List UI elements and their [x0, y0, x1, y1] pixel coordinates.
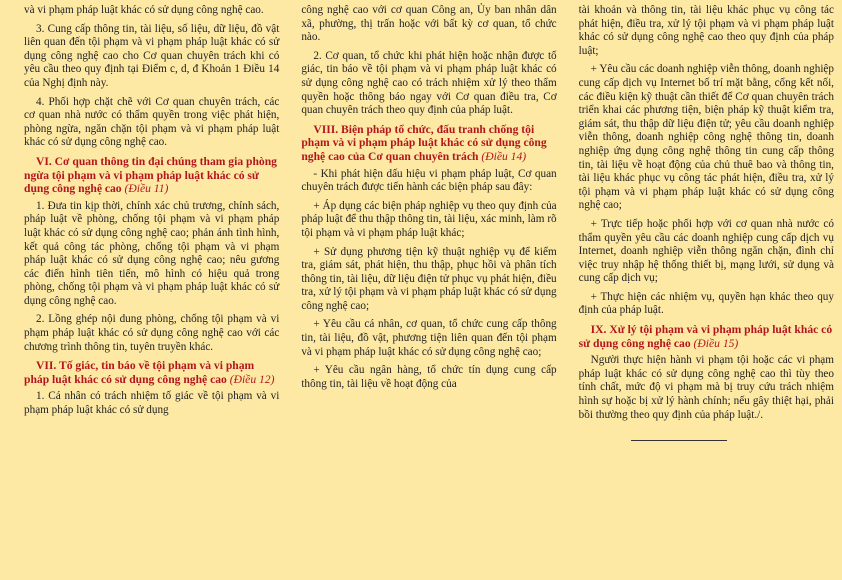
column-1	[24, 4, 279, 580]
paragraph: Người thực hiện hành vi phạm tội hoặc các vi phạm pháp luật khác có sử dụng công nghệ cao thì tùy theo tính chất, mức độ vi phạm mà bị truy cứu trách nhiệm hình sự hoặc bị xử lý hành chính; nếu gây thiệt hại, phải bồi thường theo quy định của pháp luật./.	[578, 354, 834, 421]
paragraph: - Khi phát hiện dấu hiệu vi phạm pháp luật, Cơ quan chuyên trách được tiến hành các biện pháp sau đây:	[301, 167, 557, 194]
column-2	[301, 4, 556, 580]
paragraph: 2. Cơ quan, tổ chức khi phát hiện hoặc nhận được tố giác, tin báo về tội phạm và vi phạm pháp luật khác có sử dụng công nghệ cao có trách nhiệm xử lý theo thẩm quyền hoặc thông báo ngay với Cơ quan điều tra, Cơ quan chuyên trách theo quy định của pháp luật.	[301, 49, 557, 117]
heading-text: IX. Xử lý tội phạm và vi phạm pháp luật khác có sử dụng công nghệ cao	[578, 323, 833, 350]
paragraph: công nghệ cao với cơ quan Công an, Ủy ban nhân dân xã, phường, thị trấn hoặc với bất kỳ cơ quan, tổ chức nào.	[301, 4, 557, 44]
article-reference: (Điều 11)	[124, 182, 169, 196]
section-heading-vi	[24, 155, 279, 196]
article-reference: (Điều 14)	[481, 149, 527, 163]
paragraph: tài khoản và thông tin, tài liệu khác phục vụ công tác phát hiện, điều tra, xử lý tội phạm và vi phạm pháp luật khác có sử dụng công nghệ cao theo quy định của pháp luật;	[578, 4, 834, 57]
column-3	[579, 4, 834, 580]
heading-text: VII. Tố giác, tin báo về tội phạm và vi phạm pháp luật khác có sử dụng công nghệ cao	[24, 359, 255, 386]
paragraph: + Yêu cầu cá nhân, cơ quan, tổ chức cung cấp thông tin, tài liệu, đồ vật, phương tiện liên quan đến tội phạm và vi phạm pháp luật khác có sử dụng công nghệ cao;	[301, 318, 557, 358]
paragraph: + Yêu cầu ngân hàng, tổ chức tín dụng cung cấp thông tin, tài liệu về hoạt động của	[301, 364, 557, 390]
section-heading-vii	[24, 359, 279, 386]
paragraph: + Áp dụng các biện pháp nghiệp vụ theo quy định của pháp luật để thu thập thông tin, tài liệu, xác minh, làm rõ tội phạm và vi phạm pháp luật khác;	[301, 199, 557, 239]
paragraph: và vi phạm pháp luật khác có sử dụng công nghệ cao.	[24, 4, 264, 16]
section-heading-ix	[579, 323, 834, 350]
paragraph: 1. Cá nhân có trách nhiệm tố giác về tội phạm và vi phạm pháp luật khác có sử dụng	[24, 390, 280, 417]
paragraph: + Trực tiếp hoặc phối hợp với cơ quan nhà nước có thẩm quyền yêu cầu các doanh nghiệp cung cấp dịch vụ Internet, doanh nghiệp viễn thông ngăn chặn, đình chỉ việc truy nhập hệ thống thiết bị, mạng lưới, sử dụng và cung cấp dịch vụ;	[578, 217, 834, 285]
paragraph: + Yêu cầu các doanh nghiệp viễn thông, doanh nghiệp cung cấp dịch vụ Internet bố trí mặt bằng, cổng kết nối, các điều kiện kỹ thuật cần thiết để Cơ quan chuyên trách triển khai các phương tiện, biện pháp kỹ thuật kiểm tra, giám sát, thu thập dữ liệu điện tử; yêu cầu doanh nghiệp viễn thông, doanh nghiệp công nghệ thông tin, doanh nghiệp ứng dụng công nghệ thông tin cung cấp thông tin, tài liệu về hoạt động của chủ thuê bao và thông tin, tài liệu khác phục vụ công tác phát hiện, điều tra, xử lý tội phạm và vi phạm pháp luật khác có sử dụng công nghệ cao;	[578, 63, 834, 212]
section-heading-viii	[301, 123, 556, 164]
paragraph: + Thực hiện các nhiệm vụ, quyền hạn khác theo quy định của pháp luật.	[578, 290, 834, 317]
heading-text: VIII. Biện pháp tổ chức, đấu tranh chống tội phạm và vi phạm pháp luật khác có sử dụng công nghệ cao của Cơ quan chuyên trách	[301, 122, 547, 163]
end-divider	[631, 440, 727, 441]
article-reference: (Điều 15)	[693, 336, 739, 350]
paragraph: + Sử dụng phương tiện kỹ thuật nghiệp vụ để kiểm tra, giám sát, phát hiện, thu thập, phục hồi và phân tích thông tin, tài liệu, dữ liệu điện tử phục vụ phát hiện, điều tra, xử lý tội phạm và vi phạm pháp luật khác có sử dụng công nghệ cao;	[301, 245, 557, 312]
paragraph: 3. Cung cấp thông tin, tài liệu, số liệu, dữ liệu, đồ vật liên quan đến tội phạm và vi phạm pháp luật khác có sử dụng công nghệ cao cho Cơ quan chuyên trách khi có yêu cầu theo quy định tại Điểm c, d, đ Khoản 1 Điều 14 của Nghị định này.	[24, 22, 280, 89]
article-reference: (Điều 12)	[229, 372, 275, 386]
heading-text: VI. Cơ quan thông tin đại chúng tham gia phòng ngừa tội phạm và vi phạm pháp luật khác có sử dụng công nghệ cao	[24, 154, 277, 196]
paragraph: 1. Đưa tin kịp thời, chính xác chủ trương, chính sách, pháp luật về phòng, chống tội phạm và vi phạm pháp luật khác có sử dụng công nghệ cao; phản ánh tình hình, kết quả công tác phòng, chống tội phạm và vi phạm pháp luật khác có sử dụng công nghệ cao; nêu gương các điển hình tiên tiến, mô hình có hiệu quả trong phòng, chống tội phạm và vi phạm pháp luật khác có sử dụng công nghệ cao.	[24, 199, 280, 307]
paragraph: 2. Lồng ghép nội dung phòng, chống tội phạm và vi phạm pháp luật khác có sử dụng công nghệ cao với các chương trình thông tin, tuyên truyền khác.	[24, 313, 280, 353]
paragraph: 4. Phối hợp chặt chẽ với Cơ quan chuyên trách, các cơ quan nhà nước có thẩm quyền trong việc phát hiện, phòng ngừa, ngăn chặn tội phạm và vi phạm pháp luật khác có sử dụng công nghệ cao.	[24, 95, 280, 149]
